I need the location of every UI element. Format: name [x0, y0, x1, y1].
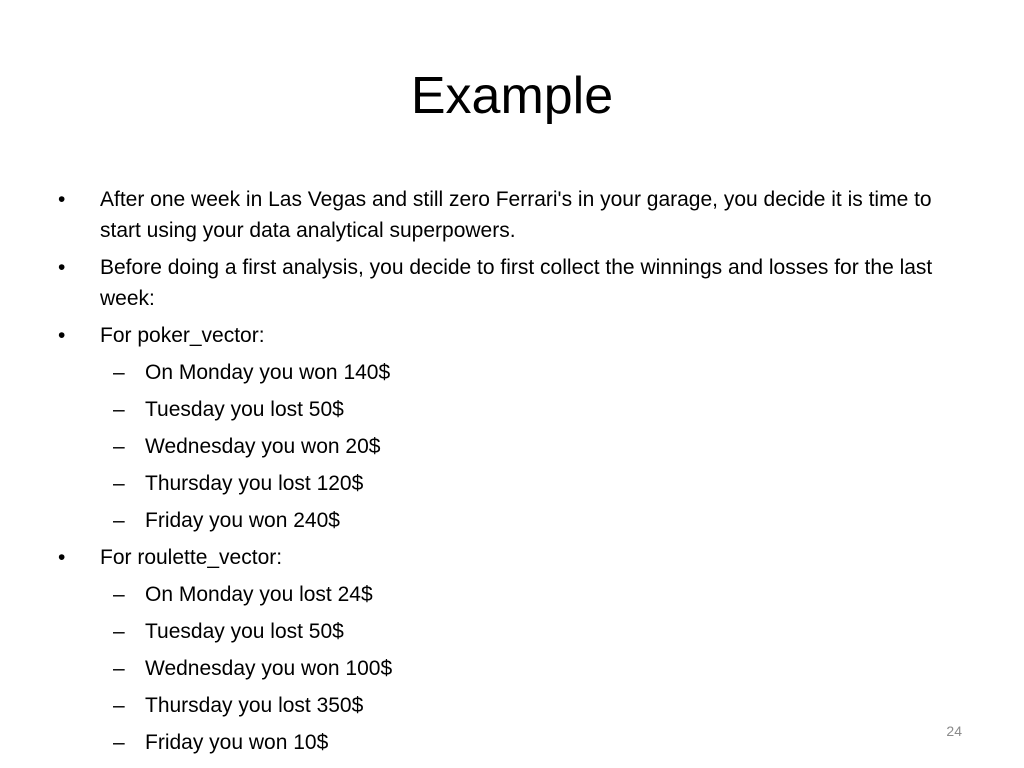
sub-bullet-text: On Monday you won 140$ — [145, 361, 391, 384]
dash-marker: – — [113, 583, 125, 606]
sub-bullet-item — [0, 394, 1024, 425]
bullet-list — [0, 184, 1024, 764]
dash-marker: – — [113, 620, 125, 643]
bullet-text: Before doing a first analysis, you decide to first collect the winnings and losses for the last week: — [100, 256, 933, 310]
sub-bullet-text: Thursday you lost 120$ — [145, 472, 364, 495]
sub-bullet-text: Friday you won 240$ — [145, 509, 340, 532]
sub-bullet-text: Tuesday you lost 50$ — [145, 620, 344, 643]
sub-bullet-text: Friday you won 10$ — [145, 731, 329, 754]
bullet-item — [0, 252, 1024, 314]
bullet-item — [0, 542, 1024, 573]
dash-marker: – — [113, 435, 125, 458]
sub-bullet-item — [0, 616, 1024, 647]
dash-marker: – — [113, 472, 125, 495]
sub-bullet-item — [0, 505, 1024, 536]
bullet-text: For poker_vector: — [100, 324, 265, 347]
sub-bullet-text: Wednesday you won 100$ — [145, 657, 393, 680]
bullet-text: After one week in Las Vegas and still zero Ferrari's in your garage, you decide it is time to start using your data analytical superpowers. — [100, 188, 932, 242]
sub-bullet-item — [0, 579, 1024, 610]
sub-bullet-item — [0, 357, 1024, 388]
dash-marker: – — [113, 509, 125, 532]
sub-bullet-item — [0, 653, 1024, 684]
sub-bullet-text: On Monday you lost 24$ — [145, 583, 373, 606]
sub-bullet-text: Thursday you lost 350$ — [145, 694, 364, 717]
sub-bullet-text: Wednesday you won 20$ — [145, 435, 381, 458]
dash-marker: – — [113, 361, 125, 384]
sub-bullet-item — [0, 468, 1024, 499]
bullet-marker: • — [58, 324, 66, 347]
bullet-marker: • — [58, 256, 66, 279]
bullet-marker: • — [58, 546, 66, 569]
dash-marker: – — [113, 398, 125, 421]
sub-bullet-item — [0, 727, 1024, 758]
sub-bullet-text: Tuesday you lost 50$ — [145, 398, 344, 421]
slide-title: Example — [410, 67, 614, 125]
dash-marker: – — [113, 694, 125, 717]
bullet-item — [0, 320, 1024, 351]
bullet-marker: • — [58, 188, 66, 211]
bullet-item — [0, 184, 1024, 246]
sub-bullet-item — [0, 431, 1024, 462]
dash-marker: – — [113, 657, 125, 680]
page-number: 24 — [946, 723, 962, 739]
dash-marker: – — [113, 731, 125, 754]
sub-bullet-item — [0, 690, 1024, 721]
bullet-text: For roulette_vector: — [100, 546, 283, 569]
